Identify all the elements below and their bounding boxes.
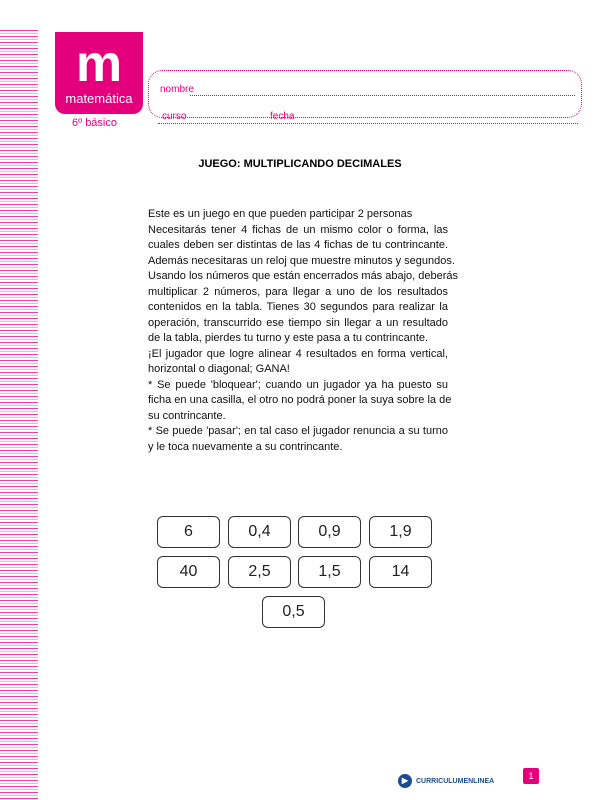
text-line: de la tabla, pierdes tu turno y este pasa a tu contrincante. xyxy=(148,332,429,344)
text-line: cuales deben ser distintas de las 4 fichas de tu contrincante. xyxy=(148,239,448,251)
text-line: Este es un juego en que pueden participar 2 personas xyxy=(148,208,413,220)
text-line: Necesitarás tener 4 fichas de un mismo color o forma, las xyxy=(148,223,448,236)
name-label: nombre xyxy=(160,84,194,95)
text-line: * Se puede 'bloquear'; cuando un jugador ya ha puesto su xyxy=(148,378,448,391)
grade-label: 6º básico xyxy=(72,117,117,129)
brand-logo xyxy=(398,774,494,788)
play-icon: ▶ xyxy=(398,774,412,788)
number-card: 0,9 xyxy=(298,516,361,548)
text-line: horizontal o diagonal; GANA! xyxy=(148,363,290,375)
number-card: 1,9 xyxy=(369,516,432,548)
text-line: Además necesitaras un reloj que muestre minutos y segundos. xyxy=(148,254,455,267)
text-line: multiplicar 2 números, para llegar a uno de los resultados xyxy=(148,285,448,298)
text-line: operación, transcurrido ese tiempo sin llegar a un resultado xyxy=(148,316,448,329)
brand-name: CURRICULUMENLINEA xyxy=(416,777,495,785)
text-line: su contrincante. xyxy=(148,409,226,422)
logo-subject: matemática xyxy=(65,91,133,106)
number-card: 2,5 xyxy=(228,556,291,588)
number-card: 40 xyxy=(157,556,220,588)
instructions xyxy=(148,207,459,455)
text-line: ¡El jugador que logre alinear 4 resultados en forma vertical, xyxy=(148,347,448,360)
name-field[interactable] xyxy=(190,95,575,96)
number-card: 1,5 xyxy=(298,556,361,588)
number-card: 6 xyxy=(157,516,220,548)
course-label: curso xyxy=(162,111,187,122)
text-line: contenidos en la tabla. Tienes 30 segundos para realizar la xyxy=(148,301,448,313)
decorative-margin xyxy=(0,30,38,800)
text-line: ficha en una casilla, el otro no podrá poner la suya sobre la de xyxy=(148,394,452,406)
header-box xyxy=(148,70,582,118)
number-card: 14 xyxy=(369,556,432,588)
page-title: JUEGO: MULTIPLICANDO DECIMALES xyxy=(198,158,402,170)
subject-logo xyxy=(55,32,143,114)
number-card: 0,4 xyxy=(228,516,291,548)
page-number: 1 xyxy=(523,768,539,784)
text-line: Usando los números que están encerrados más abajo, deberás xyxy=(148,270,459,282)
course-date-field[interactable] xyxy=(158,123,578,124)
logo-letter: m xyxy=(75,35,123,93)
number-card: 0,5 xyxy=(262,596,325,628)
text-line: * Se puede 'pasar'; en tal caso el jugador renuncia a su turno xyxy=(148,425,448,437)
date-label: fecha xyxy=(270,111,295,122)
text-line: y le toca nuevamente a su contrincante. xyxy=(148,440,343,453)
